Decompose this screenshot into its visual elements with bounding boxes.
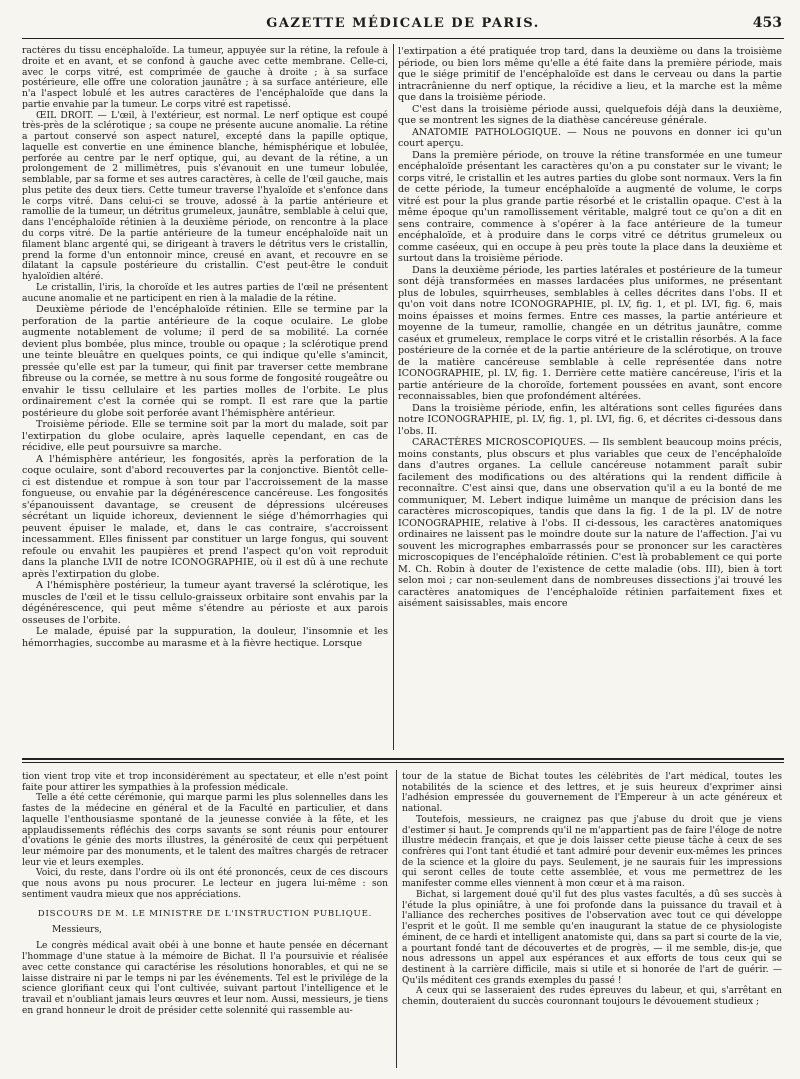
paragraph: Bichat, si largement doué qu'il fut des plus vastes facultés, a dû ses succès à l'étude la plus opiniâtre, à une foi profonde dans la puissance du travail et à l'alliance des recherches positives de l'observation avec tout ce qui développe l'esprit et le goût. Il me semble qu'en inaugurant la statue de ce physiologiste éminent, de ce hardi et intelligent anatomiste qui, dans sa part si courte de la vie, a pourtant fondé tant de découvertes et de progrès, — il me semble, dis-je, que nous adressons un appel aux espérances et aux efforts de tous ceux qui se destinent à la carrière difficile, mais si utile et si honorée de l'art de guérir. — Qu'ils méditent ces grands exemples du passé ! [402, 889, 782, 986]
paragraph: A l'hémisphère postérieur, la tumeur ayant traversé la sclérotique, les muscles de l'œil et le tissu cellulo-graisseux orbitaire sont envahis par la dégénérescence, qui peut même s'étendre au périoste et aux parois osseuses de l'orbite. [22, 580, 388, 626]
column-divider [393, 44, 394, 750]
paragraph: A l'hémisphère antérieur, les fongosités, après la perforation de la coque oculaire, sont d'abord recouvertes par la conjonctive. Bientôt celle-ci est distendue et rompue à son tour par l'accroissement de la masse fongueuse, ou envahie par la dégénérescence cancéreuse. Les fongosités s'épanouissent davantage, se creusent de dépressions ulcéreuses sécrétant un liquide ichoreux, deviennent le siége d'hémorrhagies qui peuvent épuiser le malade, et, dans le cas contraire, s'accroissent incessamment. Elles finissent par constituer un large fongus, qui souvent refoule ou envahit les paupières et prend l'aspect qu'on voit reproduit dans la planche LVII de notre ICONOGRAPHIE, où il est dû à une rechute après l'extirpation du globe. [22, 453, 388, 580]
section-divider [22, 758, 784, 760]
section-divider-thin [22, 762, 784, 763]
feuilleton-column-left [22, 772, 388, 1070]
paragraph: ANATOMIE PATHOLOGIQUE. — Nous ne pouvons en donner ici qu'un court aperçu. [398, 126, 782, 149]
paragraph: Voici, du reste, dans l'ordre où ils ont été prononcés, ceux de ces discours que nous avons pu nous procurer. Le lecteur en jugera lui-même : son sentiment vaudra mieux que nos appréciations. [22, 868, 388, 900]
paragraph: l'extirpation a été pratiquée trop tard, dans la deuxième ou dans la troisième période, ou bien lors même qu'elle a été faite dans la première période, mais que le siége primitif de l'encéphaloïde est dans le cerveau ou dans la partie intracrânienne du nerf optique, la récidive a lieu, et la marche est la même que dans la troisième période. [398, 46, 782, 103]
paragraph: Dans la première période, on trouve la rétine transformée en une tumeur encéphaloïde présentant les caractères qu'on a pu constater sur le vivant; le corps vitré, le cristallin et les autres parties du globe sont normaux. Vers la fin de cette période, la tumeur encéphaloïde a augmenté de volume, le corps vitré est pour la plus grande partie résorbé et le cristallin opaque. C'est à la même époque qu'un ramollissement véritable, malgré tout ce qu'on a dit en sens contraire, commence à s'opérer à la face antérieure de la tumeur encéphaloïde, et à produire dans le corps vitré ce détritus grumeleux ou comme caséeux, qui en occupe à peu près toute la place dans la deuxième et surtout dans la troisième période. [398, 149, 782, 264]
paragraph: Le congrès médical avait obéi à une bonne et haute pensée en décernant l'hommage d'une statue à la mémoire de Bichat. Il l'a poursuivie et réalisée avec cette constance qui caractérise les résolutions honorables, et qui ne se laisse distraire ni par le temps ni par les événements. Tel est le privilége de la science glorifiant ceux qui l'ont cultivée, suivant partout l'intelligence et le travail et n'oubliant jamais leurs œuvres et leur nom. Aussi, messieurs, je tiens en grand honneur le droit de présider cette solennité qui rassemble au- [22, 941, 388, 1016]
page-number: 453 [752, 15, 782, 31]
paragraph: A ceux qui se lasseraient des rudes épreuves du labeur, et qui, s'arrêtant en chemin, douteraient du succès couronnant toujours le dévouement studieux ; [402, 986, 782, 1008]
paragraph: CARACTÈRES MICROSCOPIQUES. — Ils semblent beaucoup moins précis, moins constants, plus obscurs et plus variables que ceux de l'encéphaloïde dans d'autres organes. La cellule cancéreuse notamment paraît subir facilement des modifications ou des altérations qui la rendent difficile à reconnaître. C'est ainsi que, dans une observation qu'il a eu la bonté de me communiquer, M. Lebert indique luimême un manque de précision dans les caractères microscopiques, tandis que dans la fig. 1 de la pl. LV de notre ICONOGRAPHIE, relative à l'obs. II ci-dessous, les caractères anatomiques ordinaires ne laissent pas le moindre doute sur la nature de l'affection. J'ai vu souvent les micrographes embarrassés pour se prononcer sur les caractères microscopiques de l'encéphaloïde rétinien. C'est là probablement ce qui porte M. Ch. Robin à douter de l'existence de cette maladie (obs. III), bien à tort selon moi ; car non-seulement dans de nombreuses dissections j'ai trouvé les caractères anatomiques de l'encéphaloïde rétinien parfaitement fixes et aisément saisissables, mais encore [398, 437, 782, 609]
paragraph: Le malade, épuisé par la suppuration, la douleur, l'insomnie et les hémorrhagies, succombe au marasme et à la fièvre hectique. Lorsque [22, 626, 388, 649]
paragraph: Troisième période. Elle se termine soit par la mort du malade, soit par l'extirpation du globe oculaire, après laquelle cependant, en cas de récidive, elle peut poursuivre sa marche. [22, 419, 388, 454]
article-column-left [22, 46, 388, 746]
paragraph: Dans la troisième période, enfin, les altérations sont celles figurées dans notre ICONOGRAPHIE, pl. LV, fig. 1, pl. LVI, fig. 6, et décrites ci-dessous dans l'obs. II. [398, 402, 782, 437]
paragraph: ŒIL DROIT. — L'œil, à l'extérieur, est normal. Le nerf optique est coupé très-près de la sclérotique ; sa coupe ne présente aucune anomalie. La rétine a partout conservé son aspect naturel, excepté dans la papille optique, laquelle est convertie en une éminence blanche, hémisphérique et lobulée, perforée au centre par le nerf optique, qui, au devant de la rétine, a un prolongement de 2 millimètres, puis s'évanouit en une tumeur lobulée, semblable, par sa forme et ses autres caractères, à celle de l'œil gauche, mais plus petite des deux tiers. Cette tumeur traverse l'hyaloïde et s'enfonce dans le corps vitré. Dans celui-ci se trouve, adossé à la partie antérieure et ramollie de la tumeur, un détritus grumeleux, jaunâtre, semblable à celui que, dans l'encéphaloïde rétinien à la deuxième période, on rencontre à la place du corps vitré. De la partie antérieure de la tumeur encéphaloïde nait un filament blanc argenté qui, se dirigeant à travers le détritus vers le cristallin, prend la forme d'un entonnoir mince, creusé en avant, et recouvre en se dilatant la capsule postérieure du cristallin. C'est peut-être le conduit hyaloïdien altéré. [22, 109, 388, 283]
paragraph: tour de la statue de Bichat toutes les célébrités de l'art médical, toutes les notabilités de la science et des lettres, et je suis heureux d'exprimer ainsi l'adhésion empressée du gouvernement de l'Empereur à un acte généreux et national. [402, 772, 782, 815]
paragraph: tion vient trop vite et trop inconsidérément au spectateur, et elle n'est point faite pour attirer les sympathies à la profession médicale. [22, 772, 388, 793]
section-heading: DISCOURS DE M. LE MINISTRE DE L'INSTRUCTION PUBLIQUE. [37, 908, 373, 919]
paragraph: C'est dans la troisième période aussi, quelquefois déjà dans la deuxième, que se montrent les signes de la diathèse cancéreuse générale. [398, 103, 782, 126]
journal-title: GAZETTE MÉDICALE DE PARIS. [266, 16, 540, 31]
feuilleton-column-divider [396, 770, 397, 1068]
paragraph: Deuxième période de l'encéphaloïde rétinien. Elle se termine par la perforation de la partie antérieure de la coque oculaire. Le globe augmente notablement de volume; il perd de sa mobilité. La cornée devient plus bombée, plus mince, trouble ou opaque ; la sclérotique prend une teinte bleuâtre en quelques points, ce qui indique qu'elle s'amincit, pressée qu'elle est par la tumeur, qui finit par traverser cette membrane fibreuse ou la cornée, se mettre à nu sous forme de fongosité rougeâtre ou envahir le tissu cellulaire et les parties molles de l'orbite. Le plus ordinairement c'est la cornée qui se rompt. Il est rare que la partie postérieure du globe soit perforée avant l'hémisphère antérieur. [22, 304, 388, 419]
article-column-right [398, 46, 782, 746]
paragraph: Dans la deuxième période, les parties latérales et postérieure de la tumeur sont déjà transformées en masses lardacées plus uniformes, ne présentant plus de lobules, squirrheuses, semblables à celles décrites dans l'obs. II et qu'on voit dans notre ICONOGRAPHIE, pl. LV, fig. 1, et pl. LVI, fig. 6, mais moins épaisses et moins fermes. Entre ces masses, la partie antérieure et moyenne de la tumeur, ramollie, changée en un détritus jaunâtre, comme caséux et grumeleux, remplace le corps vitré et le cristallin résorbés. A la face postérieure de la cornée et de la partie antérieure de la sclérotique, on trouve de la matière cancéreuse semblable à celle représentée dans notre ICONOGRAPHIE, pl. LV, fig. 1. Derrière cette matière cancéreuse, l'iris et la partie antérieure de la choroïde, fortement poussées en avant, sont encore reconnaissables, bien que profondément altérées. [398, 264, 782, 402]
page-header [22, 14, 784, 39]
feuilleton-column-right [402, 772, 782, 1070]
paragraph: Telle a été cette cérémonie, qui marque parmi les plus solennelles dans les fastes de la médecine en général et de la Faculté en particulier, et dans laquelle l'enthousiasme spontané de la jeunesse conviée à la fête, et les applaudissements réfléchis des corps savants se sont réunis pour entourer d'ovations le génie des morts illustres, la générosité de ceux qui perpétuent leur mémoire par des monuments, et le talent des maîtres chargés de retracer leur vie et leurs exemples. [22, 793, 388, 868]
paragraph: ractères du tissu encéphaloïde. La tumeur, appuyée sur la rétine, la refoule à droite et en avant, et se confond à gauche avec cette membrane. Celle-ci, avec le corps vitré, est comprimée de gauche à droite ; à sa surface postérieure, elle offre une coloration jaunâtre ; à sa surface antérieure, elle n'a l'aspect lobulé et les autres caractères de l'encéphaloïde que dans la partie envahie par la tumeur. Le corps vitré est rapetissé. [22, 46, 388, 110]
paragraph: Messieurs, [52, 924, 103, 935]
paragraph: Toutefois, messieurs, ne craignez pas que j'abuse du droit que je viens d'estimer si haut. Je comprends qu'il ne m'appartient pas de faire l'éloge de notre illustre médecin français, et que je dois laisser cette pieuse tâche à ceux de ses confrères qui l'ont tant étudié et tant admiré pour devenir eux-mêmes les princes de la science et la gloire du pays. Seulement, je ne saurais fuir les impressions qui seront celles de toute cette assemblée, et vous me permettrez de les manifester comme elles viennent à mon cœur et à ma raison. [402, 814, 782, 890]
paragraph: Le cristallin, l'iris, la choroïde et les autres parties de l'œil ne présentent aucune anomalie et ne participent en rien à la maladie de la rétine. [22, 281, 388, 304]
